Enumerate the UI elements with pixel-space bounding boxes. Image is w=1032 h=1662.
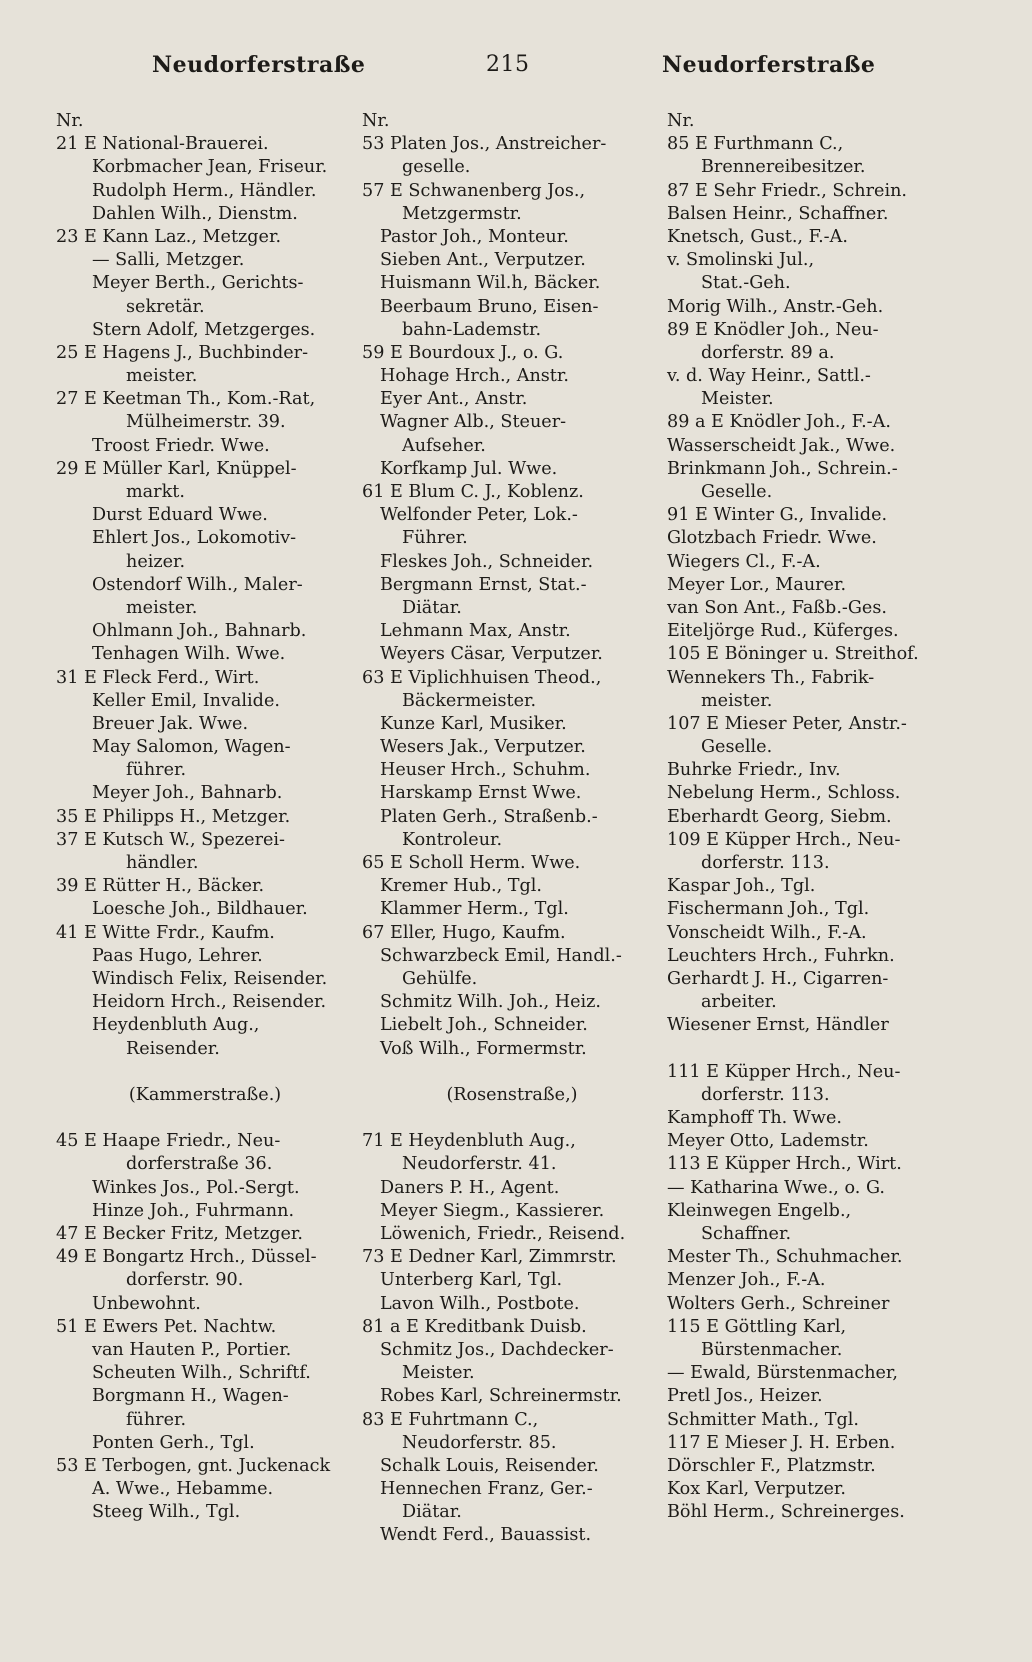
- directory-line: dorferstr. 89 a.: [701, 342, 835, 363]
- directory-line: 53 Platen Jos., Anstreicher-: [362, 134, 607, 155]
- directory-line: Borgmann H., Wagen-: [92, 1386, 289, 1407]
- directory-line: Nebelung Herm., Schloss.: [667, 783, 901, 804]
- directory-line: Gehülfe.: [402, 968, 478, 989]
- directory-line: Huismann Wil.h, Bäcker.: [380, 273, 601, 294]
- directory-line: Harskamp Ernst Wwe.: [380, 783, 582, 804]
- directory-line: Wolters Gerh., Schreiner: [667, 1293, 890, 1314]
- directory-line: Wasserscheidt Jak., Wwe.: [667, 435, 896, 456]
- directory-line: Meyer Otto, Lademstr.: [667, 1131, 869, 1152]
- directory-line: Robes Karl, Schreinermstr.: [380, 1386, 622, 1407]
- directory-line: Pretl Jos., Heizer.: [667, 1386, 823, 1407]
- directory-line: Klammer Herm., Tgl.: [380, 899, 569, 920]
- directory-line: Geselle.: [701, 737, 773, 758]
- directory-line: Beerbaum Bruno, Eisen-: [380, 296, 599, 317]
- directory-line: A. Wwe., Hebamme.: [92, 1479, 274, 1500]
- directory-line: dorferstraße 36.: [126, 1154, 273, 1175]
- directory-line: Weyers Cäsar, Verputzer.: [380, 644, 603, 665]
- directory-line: 81 a E Kreditbank Duisb.: [362, 1316, 587, 1337]
- directory-line: Wendt Ferd., Bauassist.: [380, 1525, 592, 1546]
- directory-line: Ostendorf Wilh., Maler-: [92, 574, 303, 595]
- directory-line: Keller Emil, Invalide.: [92, 690, 280, 711]
- directory-line: 27 E Keetman Th., Kom.-Rat,: [56, 389, 316, 410]
- directory-line: Geselle.: [701, 482, 773, 502]
- directory-line: Eberhardt Georg, Siebm.: [667, 806, 892, 827]
- directory-line: — Salli, Metzger.: [92, 250, 245, 271]
- directory-line: 21 E National-Brauerei.: [56, 134, 269, 155]
- directory-line: Heydenbluth Aug.,: [92, 1015, 260, 1036]
- section-heading: (Kammerstraße.): [128, 1084, 282, 1105]
- directory-line: Bürstenmacher.: [701, 1339, 843, 1360]
- directory-line: 37 E Kutsch W., Spezerei-: [56, 829, 285, 850]
- directory-line: Wesers Jak., Verputzer.: [380, 737, 586, 758]
- directory-line: 61 E Blum C. J., Koblenz.: [362, 482, 584, 502]
- directory-line: [362, 1107, 662, 1130]
- directory-line: Lehmann Max, Anstr.: [380, 621, 571, 642]
- directory-line: Scheuten Wilh., Schriftf.: [92, 1363, 311, 1384]
- directory-line: [56, 1061, 354, 1084]
- directory-line: Hinze Joh., Fuhrmann.: [92, 1200, 295, 1221]
- directory-line: meister.: [126, 366, 198, 387]
- directory-line: Troost Friedr. Wwe.: [92, 435, 270, 456]
- directory-line: Diätar.: [402, 597, 462, 618]
- directory-line: dorferstr. 113.: [701, 853, 830, 873]
- directory-line: bahn-Lademstr.: [402, 319, 542, 340]
- directory-line: markt.: [126, 482, 185, 502]
- directory-line: van Son Ant., Faßb.-Ges.: [667, 597, 887, 618]
- directory-line: Gerhardt J. H., Cigarren-: [667, 968, 889, 989]
- directory-line: Diätar.: [402, 1502, 462, 1523]
- directory-line: Brinkmann Joh., Schrein.-: [667, 458, 898, 479]
- directory-line: Eiteljörge Rud., Küferges.: [667, 621, 899, 642]
- directory-line: führer.: [126, 1409, 187, 1430]
- directory-line: [667, 1038, 987, 1061]
- column-middle: [362, 110, 662, 1548]
- directory-line: 25 E Hagens J., Buchbinder-: [56, 342, 309, 363]
- directory-line: 89 E Knödler Joh., Neu-: [667, 319, 879, 340]
- directory-line: Schwarzbeck Emil, Handl.-: [380, 945, 622, 966]
- directory-line: Korfkamp Jul. Wwe.: [380, 458, 558, 479]
- page-number: 215: [486, 52, 530, 77]
- directory-line: Hohage Hrch., Anstr.: [380, 366, 569, 387]
- directory-line: Voß Wilh., Formermstr.: [380, 1038, 587, 1059]
- directory-line: 63 E Viplichhuisen Theod.,: [362, 667, 602, 688]
- directory-line: Schmitz Jos., Dachdecker-: [380, 1339, 614, 1360]
- directory-line: Breuer Jak. Wwe.: [92, 713, 249, 734]
- directory-line: [56, 1107, 354, 1130]
- directory-line: Reisender.: [126, 1038, 220, 1059]
- directory-line: Stern Adolf, Metzgerges.: [92, 319, 316, 340]
- directory-line: Führer.: [402, 528, 468, 549]
- directory-line: Daners P. H., Agent.: [380, 1177, 560, 1198]
- directory-line: Windisch Felix, Reisender.: [92, 968, 328, 989]
- directory-line: Ehlert Jos., Lokomotiv-: [92, 528, 297, 549]
- directory-line: Kunze Karl, Musiker.: [380, 713, 567, 734]
- directory-line: händler.: [126, 853, 199, 873]
- directory-line: Lavon Wilh., Postbote.: [380, 1293, 580, 1314]
- directory-line: Hennechen Franz, Ger.-: [380, 1479, 593, 1500]
- directory-line: dorferstr. 113.: [701, 1084, 830, 1105]
- directory-line: 53 E Terbogen, gnt. Juckenack: [56, 1455, 331, 1476]
- directory-line: Schalk Louis, Reisender.: [380, 1455, 599, 1476]
- directory-line: Mülheimerstr. 39.: [126, 412, 286, 433]
- column-label: Nr.: [56, 111, 84, 131]
- directory-line: Heidorn Hrch., Reisender.: [92, 992, 327, 1013]
- directory-line: Wiesener Ernst, Händler: [667, 1015, 889, 1036]
- directory-line: Schmitter Math., Tgl.: [667, 1409, 860, 1430]
- directory-line: Ponten Gerh., Tgl.: [92, 1432, 255, 1453]
- directory-line: Kontroleur.: [402, 829, 503, 850]
- directory-line: Mester Th., Schuhmacher.: [667, 1247, 903, 1268]
- directory-line: 73 E Dedner Karl, Zimmrstr.: [362, 1247, 617, 1268]
- directory-line: Platen Gerh., Straßenb.-: [380, 806, 598, 827]
- section-heading: (Rosenstraße,): [446, 1084, 578, 1105]
- directory-line: Wagner Alb., Steuer-: [380, 412, 567, 433]
- directory-line: Steeg Wilh., Tgl.: [92, 1502, 241, 1523]
- directory-line: Schmitz Wilh. Joh., Heiz.: [380, 992, 602, 1013]
- directory-line: Meister.: [701, 389, 774, 410]
- directory-line: Meister.: [402, 1363, 475, 1384]
- directory-line: meister.: [126, 597, 198, 618]
- directory-line: 49 E Bongartz Hrch., Düssel-: [56, 1247, 317, 1268]
- directory-line: 47 E Becker Fritz, Metzger.: [56, 1224, 303, 1244]
- directory-line: 67 Eller, Hugo, Kaufm.: [362, 922, 566, 943]
- directory-line: 59 E Bourdoux J., o. G.: [362, 342, 564, 363]
- directory-line: Löwenich, Friedr., Reisend.: [380, 1224, 626, 1244]
- column-label: Nr.: [362, 111, 390, 131]
- directory-line: geselle.: [402, 157, 471, 178]
- directory-line: 109 E Küpper Hrch., Neu-: [667, 829, 901, 850]
- directory-line: 41 E Witte Frdr., Kaufm.: [56, 922, 275, 943]
- directory-line: Eyer Ant., Anstr.: [380, 389, 528, 410]
- directory-line: Kleinwegen Engelb.,: [667, 1200, 852, 1221]
- directory-line: Dörschler F., Platzmstr.: [667, 1455, 876, 1476]
- directory-line: Meyer Siegm., Kassierer.: [380, 1200, 605, 1221]
- directory-line: Korbmacher Jean, Friseur.: [92, 157, 328, 178]
- directory-line: Menzer Joh., F.-A.: [667, 1270, 826, 1291]
- directory-line: sekretär.: [126, 296, 205, 317]
- directory-line: 89 a E Knödler Joh., F.-A.: [667, 412, 891, 433]
- directory-line: Ohlmann Joh., Bahnarb.: [92, 621, 307, 642]
- directory-line: Unbewohnt.: [92, 1293, 201, 1314]
- directory-line: meister.: [701, 690, 773, 711]
- directory-line: Fischermann Joh., Tgl.: [667, 899, 870, 920]
- running-header-left: Neudorferstraße: [152, 52, 366, 78]
- directory-line: [362, 1061, 662, 1084]
- directory-line: Neudorferstr. 41.: [402, 1154, 557, 1175]
- directory-line: 71 E Heydenbluth Aug.,: [362, 1131, 576, 1152]
- directory-line: 57 E Schwanenberg Jos.,: [362, 180, 586, 201]
- directory-line: Pastor Joh., Monteur.: [380, 226, 569, 247]
- directory-line: Loesche Joh., Bildhauer.: [92, 899, 308, 920]
- directory-line: — Ewald, Bürstenmacher,: [667, 1363, 899, 1384]
- directory-line: 31 E Fleck Ferd., Wirt.: [56, 667, 260, 688]
- directory-line: Bäckermeister.: [402, 690, 537, 711]
- directory-line: Welfonder Peter, Lok.-: [380, 505, 578, 526]
- directory-line: 51 E Ewers Pet. Nachtw.: [56, 1316, 277, 1337]
- directory-line: May Salomon, Wagen-: [92, 737, 291, 758]
- column-label: Nr.: [667, 111, 695, 131]
- directory-line: Heuser Hrch., Schuhm.: [380, 760, 591, 781]
- directory-line: 107 E Mieser Peter, Anstr.-: [667, 713, 907, 734]
- directory-line: 29 E Müller Karl, Knüppel-: [56, 458, 297, 479]
- directory-line: van Hauten P., Portier.: [92, 1339, 292, 1360]
- directory-line: dorferstr. 90.: [126, 1270, 244, 1291]
- directory-line: 23 E Kann Laz., Metzger.: [56, 226, 282, 247]
- directory-line: Morig Wilh., Anstr.-Geh.: [667, 296, 884, 317]
- directory-line: Unterberg Karl, Tgl.: [380, 1270, 563, 1291]
- directory-line: Metzgermstr.: [402, 203, 522, 224]
- directory-line: 113 E Küpper Hrch., Wirt.: [667, 1154, 902, 1175]
- directory-line: Aufseher.: [402, 435, 486, 456]
- directory-line: 85 E Furthmann C.,: [667, 134, 844, 155]
- directory-line: Fleskes Joh., Schneider.: [380, 551, 594, 572]
- directory-line: 65 E Scholl Herm. Wwe.: [362, 853, 581, 873]
- directory-line: arbeiter.: [701, 992, 777, 1013]
- directory-line: Wiegers Cl., F.-A.: [667, 551, 821, 572]
- directory-line: 115 E Göttling Karl,: [667, 1316, 847, 1337]
- directory-line: v. Smolinski Jul.,: [667, 250, 815, 271]
- directory-line: Schaffner.: [701, 1224, 792, 1244]
- directory-line: 35 E Philipps H., Metzger.: [56, 806, 291, 827]
- directory-line: 39 E Rütter H., Bäcker.: [56, 876, 265, 897]
- directory-line: Wennekers Th., Fabrik-: [667, 667, 875, 688]
- running-header-right: Neudorferstraße: [662, 52, 876, 78]
- directory-line: Kremer Hub., Tgl.: [380, 876, 542, 897]
- column-right: [667, 110, 987, 1524]
- directory-line: Brennereibesitzer.: [701, 157, 866, 178]
- directory-line: Leuchters Hrch., Fuhrkn.: [667, 945, 895, 966]
- directory-line: Buhrke Friedr., Inv.: [667, 760, 841, 781]
- directory-line: Knetsch, Gust., F.-A.: [667, 226, 848, 247]
- directory-line: Balsen Heinr., Schaffner.: [667, 203, 889, 224]
- directory-line: Meyer Lor., Maurer.: [667, 574, 847, 595]
- directory-line: Böhl Herm., Schreinerges.: [667, 1502, 905, 1523]
- directory-line: — Katharina Wwe., o. G.: [667, 1177, 885, 1198]
- directory-line: Meyer Joh., Bahnarb.: [92, 783, 283, 804]
- directory-line: 83 E Fuhrtmann C.,: [362, 1409, 539, 1430]
- directory-line: Neudorferstr. 85.: [402, 1432, 557, 1453]
- directory-line: 45 E Haape Friedr., Neu-: [56, 1131, 281, 1152]
- directory-line: Durst Eduard Wwe.: [92, 505, 268, 526]
- directory-line: Bergmann Ernst, Stat.-: [380, 574, 587, 595]
- directory-line: v. d. Way Heinr., Sattl.-: [667, 366, 871, 387]
- column-left: [56, 110, 354, 1524]
- directory-line: Rudolph Herm., Händler.: [92, 180, 317, 201]
- directory-line: Glotzbach Friedr. Wwe.: [667, 528, 877, 549]
- directory-line: Kaspar Joh., Tgl.: [667, 876, 816, 897]
- directory-line: Dahlen Wilh., Dienstm.: [92, 203, 298, 224]
- directory-line: Liebelt Joh., Schneider.: [380, 1015, 588, 1036]
- directory-line: Meyer Berth., Gerichts-: [92, 273, 304, 294]
- directory-line: 87 E Sehr Friedr., Schrein.: [667, 180, 907, 201]
- directory-line: führer.: [126, 760, 187, 781]
- directory-line: Vonscheidt Wilh., F.-A.: [667, 922, 867, 943]
- directory-line: Kamphoff Th. Wwe.: [667, 1108, 842, 1129]
- directory-line: 91 E Winter G., Invalide.: [667, 505, 888, 526]
- directory-line: Winkes Jos., Pol.-Sergt.: [92, 1177, 300, 1198]
- directory-line: heizer.: [126, 551, 186, 572]
- directory-line: Paas Hugo, Lehrer.: [92, 945, 263, 966]
- directory-line: Kox Karl, Verputzer.: [667, 1479, 846, 1500]
- directory-line: 111 E Küpper Hrch., Neu-: [667, 1061, 901, 1082]
- directory-line: Stat.-Geh.: [701, 273, 791, 294]
- directory-line: Tenhagen Wilh. Wwe.: [92, 644, 286, 665]
- directory-line: Sieben Ant., Verputzer.: [380, 250, 586, 271]
- directory-line: 105 E Böninger u. Streithof.: [667, 644, 919, 665]
- directory-line: 117 E Mieser J. H. Erben.: [667, 1432, 896, 1453]
